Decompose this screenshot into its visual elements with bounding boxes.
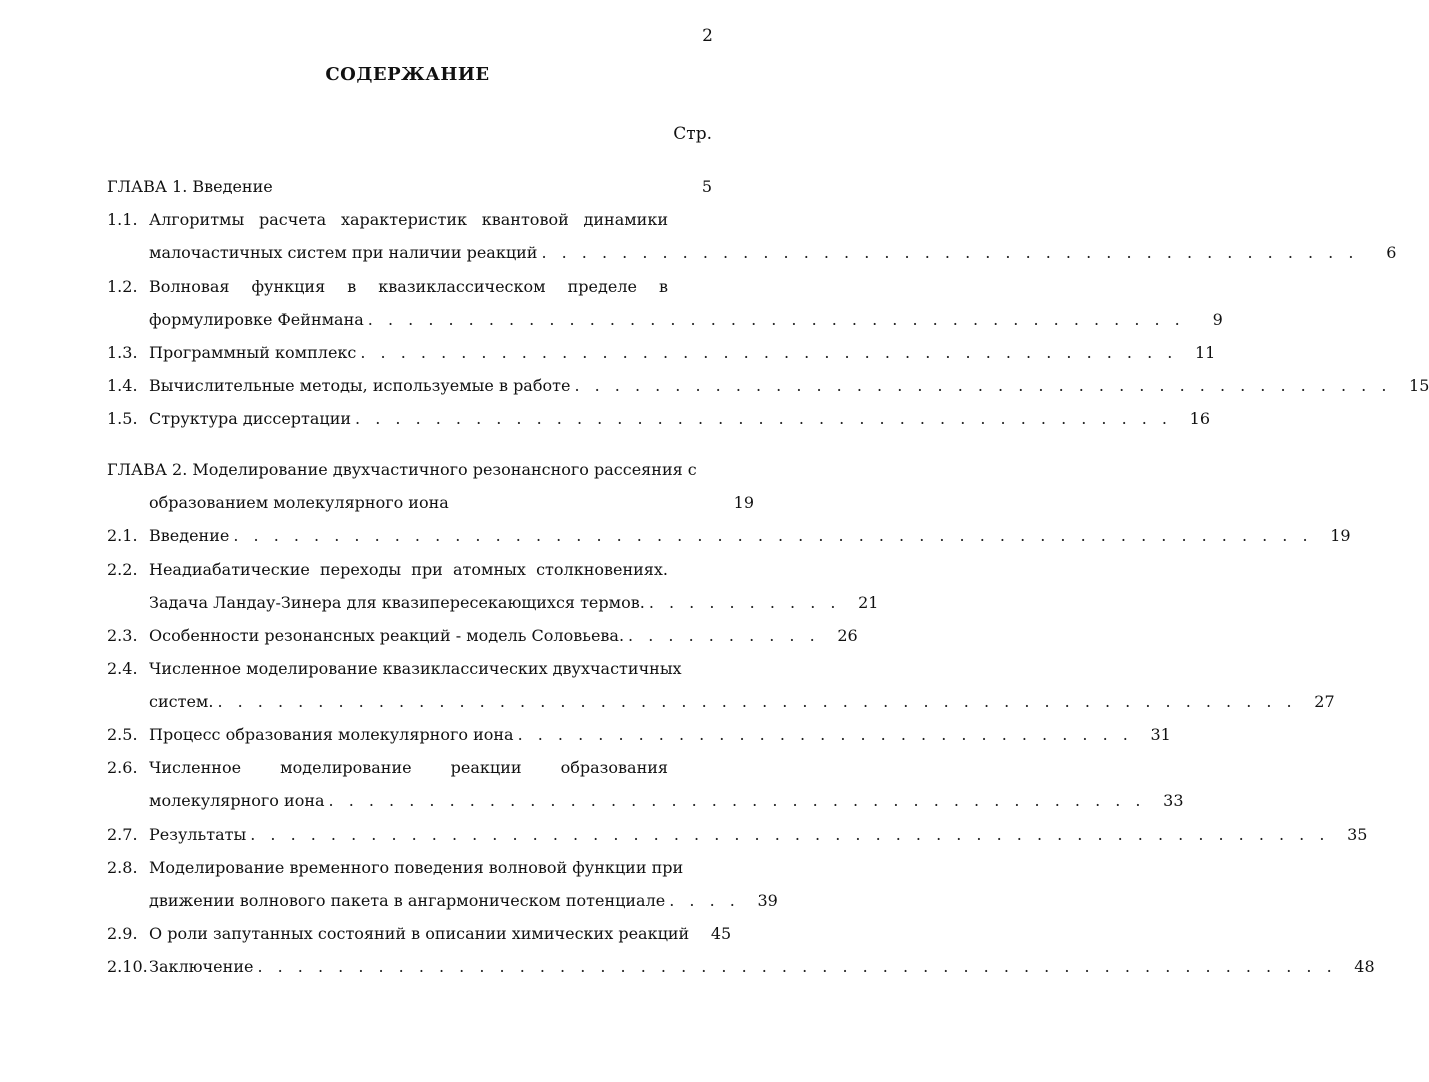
toc-entry-1-4[interactable]: 1.4. Вычислительные методы, используемые в работе . . . . . . . . . . . . . . . . . . . . . . . . . . . . . . . . . . . . . . . . . 15 [107, 376, 1429, 395]
toc-entry-page: 35 [1347, 825, 1368, 844]
toc-entry-number: 2.10. [107, 957, 148, 976]
toc-entry-2-8-cont[interactable]: движении волнового пакета в ангармоническом потенциале . . . . 39 [149, 891, 778, 910]
toc-entry-number: 2.7. [107, 825, 138, 844]
toc-entry-number: 2.3. [107, 626, 138, 645]
pages-column-header: Стр. [673, 124, 712, 144]
toc-entry-page: 26 [837, 626, 858, 645]
toc-entry-page: 5 [701, 177, 712, 196]
toc-entry-page: 11 [1194, 343, 1216, 362]
toc-entry-number: 1.5. [107, 409, 138, 428]
toc-entry-2-2[interactable] [107, 560, 712, 584]
toc-entry-title: Волновая функция в квазиклассическом пределе в [149, 277, 668, 296]
toc-entry-title: Моделирование временного поведения волновой функции при [149, 858, 684, 877]
toc-entry-2-1[interactable]: 2.1. Введение . . . . . . . . . . . . . . . . . . . . . . . . . . . . . . . . . . . . . . . . . . . . . . . . . . . . . . 19 [107, 526, 1351, 545]
toc-entry-2-2-cont[interactable]: Задача Ландау-Зинера для квазипересекающихся термов. . . . . . . . . . . 21 [149, 593, 879, 612]
toc-chapter-1[interactable] [107, 177, 712, 201]
toc-entry-title-cont: молекулярного иона [149, 791, 325, 810]
toc-entry-title-cont: формулировке Фейнмана [149, 310, 364, 329]
toc-entry-title: Заключение [149, 957, 254, 976]
toc-entry-title: Особенности резонансных реакций - модель Соловьева. [149, 626, 625, 645]
toc-entry-number: 2.9. [107, 924, 138, 943]
toc-entry-title: Программный комплекс [149, 343, 357, 362]
toc-entry-number: 1.1. [107, 210, 138, 229]
toc-entry-page: 19 [1330, 526, 1351, 545]
toc-entry-number: 2.1. [107, 526, 138, 545]
toc-entry-1-2[interactable] [107, 277, 712, 301]
toc-entry-2-4-cont[interactable]: систем. . . . . . . . . . . . . . . . . . . . . . . . . . . . . . . . . . . . . . . . . . . . . . . . . . . . . . . 27 [149, 692, 1335, 711]
toc-entry-number: 2.2. [107, 560, 138, 579]
toc-entry-page: 27 [1314, 692, 1335, 711]
toc-entry-2-6[interactable] [107, 758, 712, 782]
toc-entry-title-cont: образованием молекулярного иона [149, 493, 449, 512]
toc-entry-number: 1.4. [107, 376, 138, 395]
toc-entry-title: Процесс образования молекулярного иона [149, 725, 514, 744]
toc-entry-title: Введение [149, 526, 230, 545]
toc-entry-2-5[interactable]: 2.5. Процесс образования молекулярного иона . . . . . . . . . . . . . . . . . . . . . . . . . . . . . . . 31 [107, 725, 1171, 744]
toc-entry-title: Численное моделирование реакции образования [149, 758, 668, 777]
toc-entry-number: 2.8. [107, 858, 138, 877]
toc-entry-number: 2.5. [107, 725, 138, 744]
toc-entry-2-9[interactable] [107, 924, 732, 948]
toc-entry-2-8[interactable] [107, 858, 712, 882]
toc-entry-number: 2.4. [107, 659, 138, 678]
toc-chapter-2[interactable] [107, 460, 712, 484]
toc-entry-title: ГЛАВА 1. Введение [107, 177, 273, 196]
toc-entry-title: Структура диссертации [149, 409, 352, 428]
toc-entry-title-cont: малочастичных систем при наличии реакций [149, 243, 538, 262]
toc-entry-title-cont: Задача Ландау-Зинера для квазипересекающихся термов. [149, 593, 645, 612]
page-title: СОДЕРЖАНИЕ [325, 64, 490, 85]
toc-entry-page: 16 [1189, 409, 1211, 428]
toc-chapter-2-cont[interactable] [107, 493, 754, 517]
toc-entry-1-2-cont[interactable]: формулировке Фейнмана . . . . . . . . . . . . . . . . . . . . . . . . . . . . . . . . . . . . . . . . . 9 [149, 310, 1223, 329]
toc-entry-page: 45 [710, 924, 732, 943]
toc-entry-1-5[interactable]: 1.5. Структура диссертации . . . . . . . . . . . . . . . . . . . . . . . . . . . . . . . . . . . . . . . . . 16 [107, 409, 1211, 428]
toc-entry-page: 6 [1386, 243, 1397, 262]
toc-entry-title: Численное моделирование квазиклассических двухчастичных [149, 659, 682, 678]
toc-entry-1-3[interactable]: 1.3. Программный комплекс . . . . . . . . . . . . . . . . . . . . . . . . . . . . . . . . . . . . . . . . . 11 [107, 343, 1216, 362]
toc-entry-page: 19 [733, 493, 754, 512]
toc-entry-number: 1.2. [107, 277, 138, 296]
toc-entry-title-cont: систем. [149, 692, 214, 711]
toc-entry-page: 15 [1409, 376, 1429, 395]
toc-entry-title: Результаты [149, 825, 247, 844]
toc-entry-2-6-cont[interactable]: молекулярного иона . . . . . . . . . . . . . . . . . . . . . . . . . . . . . . . . . . . . . . . . . 33 [149, 791, 1184, 810]
toc-entry-page: 9 [1212, 310, 1223, 329]
toc-entry-page: 33 [1163, 791, 1184, 810]
toc-entry-1-1-cont[interactable]: малочастичных систем при наличии реакций . . . . . . . . . . . . . . . . . . . . . . . . . . . . . . . . . . . . . . . . . 6 [149, 243, 1397, 262]
toc-entry-page: 48 [1354, 957, 1375, 976]
toc-entry-2-7[interactable]: 2.7. Результаты . . . . . . . . . . . . . . . . . . . . . . . . . . . . . . . . . . . . . . . . . . . . . . . . . . . . . . 35 [107, 825, 1368, 844]
toc-entry-number: 2.6. [107, 758, 138, 777]
toc-entry-title: Алгоритмы расчета характеристик квантовой динамики [149, 210, 668, 229]
toc-entry-title: Неадиабатические переходы при атомных столкновениях. [149, 560, 668, 579]
toc-entry-2-4[interactable] [107, 659, 712, 683]
toc-entry-title: Вычислительные методы, используемые в работе [149, 376, 571, 395]
toc-entry-title: О роли запутанных состояний в описании химических реакций [149, 924, 690, 943]
toc-entry-title: ГЛАВА 2. Моделирование двухчастичного резонансного рассеяния с [107, 460, 697, 479]
toc-entry-1-1[interactable] [107, 210, 712, 234]
toc-entry-title-cont: движении волнового пакета в ангармоническом потенциале [149, 891, 666, 910]
toc-entry-page: 39 [757, 891, 778, 910]
page-number: 2 [702, 26, 713, 46]
toc-entry-page: 21 [858, 593, 879, 612]
toc-entry-number: 1.3. [107, 343, 138, 362]
toc-entry-2-10[interactable]: 2.10. Заключение . . . . . . . . . . . . . . . . . . . . . . . . . . . . . . . . . . . . . . . . . . . . . . . . . . . . . . 48 [107, 957, 1375, 976]
toc-entry-2-3[interactable]: 2.3. Особенности резонансных реакций - модель Соловьева. . . . . . . . . . . 26 [107, 626, 858, 645]
toc-entry-page: 31 [1150, 725, 1171, 744]
